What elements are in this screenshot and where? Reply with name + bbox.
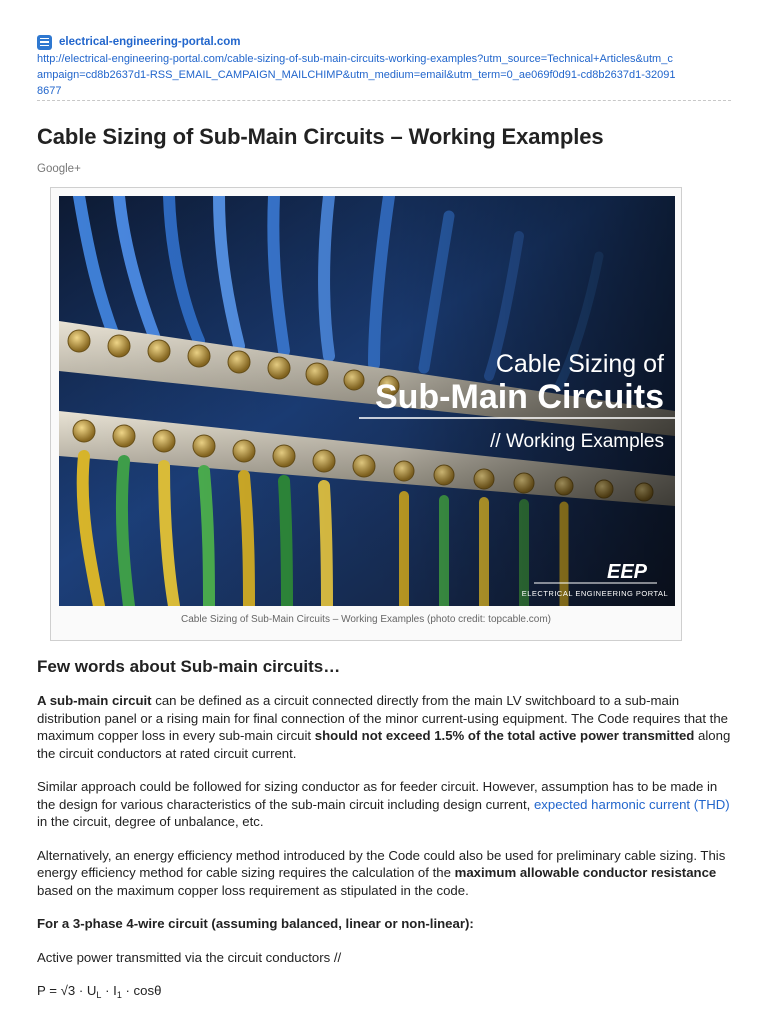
site-row <box>37 34 731 50</box>
article-figure <box>50 187 682 641</box>
overlay-line1: Cable Sizing of <box>495 350 664 378</box>
google-plus-link[interactable]: Google+ <box>37 163 81 175</box>
source-url-link[interactable]: http://electrical-engineering-portal.com/cable-sizing-of-sub-main-circuits-working-examples?utm_source=Technical+Articles&utm_campaign=cd8b2637d1-RSS_EMAIL_CAMPAIGN_MAILCHIMP&utm_medium=email&utm_term=0_ae069f0d91-cd8b2637d1-320918677 <box>37 53 676 97</box>
overlay-line2: Sub-Main Circuits <box>374 378 664 416</box>
formula-prefix: P = √3 · U <box>37 983 97 998</box>
formula-sub-l: L <box>96 990 102 1000</box>
paragraph-2 <box>37 778 731 831</box>
site-name-link[interactable]: electrical-engineering-portal.com <box>59 36 241 48</box>
formula <box>37 982 731 1000</box>
section-heading: Few words about Sub-main circuits… <box>37 657 341 676</box>
thd-link[interactable]: expected harmonic current (THD) <box>533 796 730 812</box>
eep-logo-subtitle: ELECTRICAL ENGINEERING PORTAL <box>521 589 669 598</box>
p2-text1: Similar approach could be followed for sizing conductor as for feeder circuit. However, assumption has to be made in the design for various characteristics of the sub-main circuit including design current, <box>37 779 718 812</box>
source-header <box>37 34 731 99</box>
formula-mid: · I <box>101 983 117 998</box>
article-title: Cable Sizing of Sub-Main Circuits – Working Examples <box>37 124 604 149</box>
p3-text2: based on the maximum copper loss requirement as stipulated in the code. <box>37 882 469 898</box>
formula-sub-1: 1 <box>116 990 122 1000</box>
paragraph-3 <box>37 847 731 900</box>
article-photo <box>59 196 675 606</box>
paragraph-1 <box>37 692 731 762</box>
p1-bold2: should not exceed 1.5% of the total active power transmitted <box>314 728 695 743</box>
header-divider <box>37 100 731 101</box>
article-body <box>37 692 731 1016</box>
formula-suffix: · cosθ <box>121 983 162 998</box>
p2-text2: in the circuit, degree of unbalance, etc. <box>37 814 264 829</box>
cable-terminals-illustration <box>59 196 675 606</box>
overlay-line3: // Working Examples <box>490 431 664 452</box>
eep-logo-text: EEP <box>606 561 648 583</box>
paragraph-4 <box>37 915 731 933</box>
p3-bold: maximum allowable conductor resistance <box>454 865 717 880</box>
p4-bold: For a 3-phase 4-wire circuit (assuming balanced, linear or non-linear): <box>37 916 474 931</box>
p3-text1: Alternatively, an energy efficiency method introduced by the Code could also be used for preliminary cable sizing. This energy efficiency method for cable sizing requires the calculation of the <box>37 847 726 880</box>
p1-text1: can be defined as a circuit connected directly from the main LV switchboard to a sub-main distribution panel or a rising main for final connection of the minor current-using equipment. The Code requires that the maximum copper loss in every sub-main circuit <box>37 693 729 743</box>
p1-text2: along the circuit conductors at rated circuit current. <box>37 728 731 761</box>
figure-caption: Cable Sizing of Sub-Main Circuits – Working Examples (photo credit: topcable.com) <box>181 614 551 625</box>
site-logo-icon <box>37 35 52 50</box>
paragraph-5: Active power transmitted via the circuit conductors // <box>37 949 342 965</box>
p1-bold1: A sub-main circuit <box>37 693 152 708</box>
